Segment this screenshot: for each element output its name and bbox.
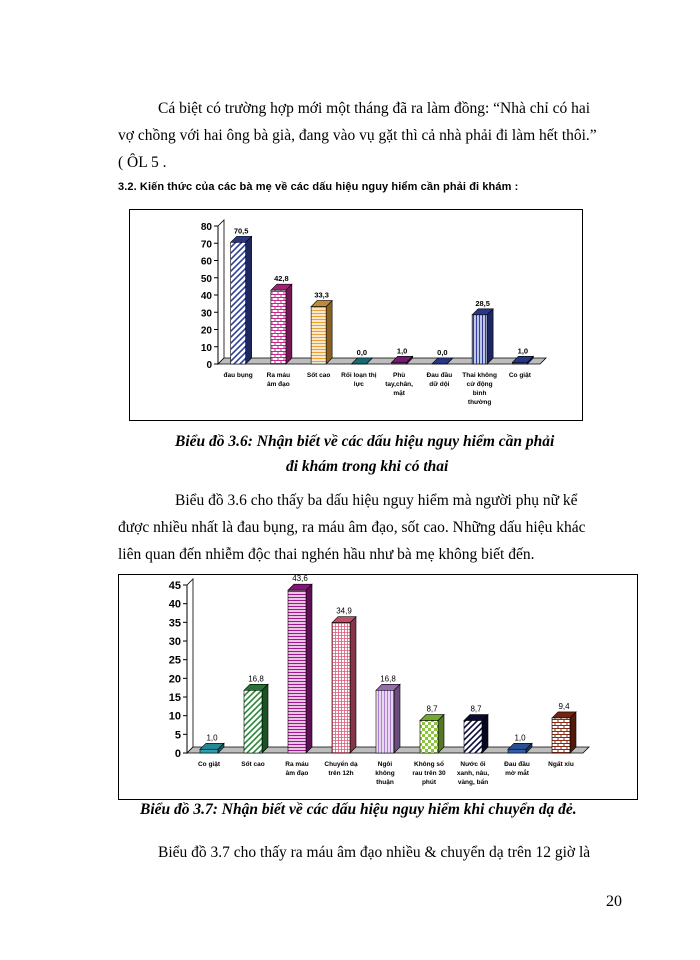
bar-front bbox=[271, 290, 286, 364]
data-label: 9,4 bbox=[558, 701, 570, 711]
data-label: 33,3 bbox=[314, 290, 329, 300]
x-tick-label: đau bụng bbox=[223, 372, 253, 379]
x-tick-label: Co giật bbox=[197, 761, 221, 768]
intro-line-1: Cá biệt có trường hợp mới một tháng đã ra làm đồng: “Nhà chỉ có hai bbox=[158, 100, 591, 117]
caption-3-6-line-2: đi khám trong khi có thai bbox=[286, 458, 449, 475]
y-tick-label: 50 bbox=[200, 273, 212, 285]
x-tick-label: Nước ối bbox=[460, 761, 486, 768]
bar bbox=[231, 236, 252, 364]
bar-side bbox=[394, 684, 400, 753]
y-tick-label: 60 bbox=[200, 256, 212, 268]
floor bbox=[218, 358, 546, 364]
y-tick-label: 45 bbox=[168, 580, 181, 592]
x-tick-label: Sốt cao bbox=[306, 372, 331, 379]
bar-side bbox=[326, 301, 332, 364]
x-tick-label: Chuyển dạ bbox=[324, 761, 358, 768]
paragraph-2-line-1: Biểu đồ 3.6 cho thấy ba dấu hiệu nguy hiểm mà người phụ nữ kể bbox=[175, 492, 578, 509]
y-tick-label: 10 bbox=[168, 710, 181, 723]
x-tick-label: mờ mắt bbox=[505, 770, 529, 777]
bar bbox=[420, 715, 444, 753]
x-tick-label: Thai không bbox=[462, 372, 497, 379]
y-tick-label: 5 bbox=[174, 729, 181, 742]
paragraph-2-line-2: được nhiều nhất là đau bụng, ra máu âm đạo, sốt cao. Những dấu hiệu khác bbox=[118, 519, 586, 536]
data-label: 42,8 bbox=[274, 274, 289, 284]
x-tick-label: xanh, nâu, bbox=[456, 770, 490, 777]
bar-front bbox=[244, 690, 262, 753]
chart-3-6 bbox=[130, 210, 582, 420]
x-tick-label: Đau đầu bbox=[426, 372, 453, 379]
bar-side bbox=[482, 715, 488, 753]
x-tick-label: thường bbox=[467, 399, 492, 406]
x-tick-label: vàng, bẩn bbox=[457, 779, 489, 786]
bar-front bbox=[200, 749, 218, 753]
chart-3-7-frame bbox=[118, 574, 638, 800]
x-tick-label: không bbox=[375, 770, 395, 777]
data-label: 1,0 bbox=[514, 733, 526, 743]
data-label: 70,5 bbox=[233, 226, 249, 236]
y-tick-label: 20 bbox=[168, 673, 181, 686]
bar-front bbox=[392, 362, 407, 364]
intro-line-3: ( ÔL 5 . bbox=[118, 154, 167, 171]
data-label: 28,5 bbox=[475, 298, 490, 308]
bar bbox=[311, 301, 332, 364]
y-tick-label: 15 bbox=[168, 692, 181, 704]
x-tick-label: mặt bbox=[393, 390, 405, 397]
x-tick-label: Ngôi bbox=[377, 761, 393, 768]
y-tick-label: 20 bbox=[200, 325, 212, 337]
y-tick-label: 0 bbox=[174, 748, 181, 760]
y-tick-label: 10 bbox=[200, 342, 212, 354]
y-tick-label: 40 bbox=[168, 598, 181, 611]
x-tick-label: Không sổ bbox=[414, 761, 444, 768]
bar-side bbox=[286, 284, 292, 364]
y-tick-label: 70 bbox=[200, 239, 212, 251]
x-tick-label: âm đạo bbox=[285, 770, 309, 777]
section-heading: 3.2. Kiến thức của các bà mẹ về các dấu hiệu nguy hiểm cần phải đi khám : bbox=[118, 181, 519, 193]
x-tick-label: dữ dội bbox=[429, 381, 450, 388]
y-tick-label: 80 bbox=[200, 222, 212, 233]
bar-front bbox=[231, 242, 246, 364]
data-label: 0,0 bbox=[437, 348, 448, 357]
data-label: 43,6 bbox=[292, 575, 308, 584]
bar-side bbox=[306, 584, 312, 753]
chart-3-6-frame bbox=[129, 209, 583, 421]
data-label: 8,7 bbox=[470, 704, 482, 714]
x-tick-label: Ngất xỉu bbox=[548, 761, 574, 768]
bar-front bbox=[464, 721, 482, 753]
bar-front bbox=[552, 718, 570, 753]
x-tick-label: Ra máu bbox=[285, 761, 309, 768]
caption-3-7: Biểu đồ 3.7: Nhận biết về các dấu hiệu nguy hiểm khi chuyển dạ đẻ. bbox=[140, 801, 577, 818]
bar-side bbox=[487, 309, 493, 364]
bar bbox=[472, 309, 493, 364]
side-wall bbox=[218, 220, 224, 364]
bar bbox=[464, 715, 488, 753]
y-tick-label: 30 bbox=[168, 636, 181, 648]
bar-side bbox=[246, 236, 252, 364]
bar bbox=[244, 684, 268, 753]
bar-front bbox=[376, 690, 394, 753]
x-tick-label: rau trên 30 bbox=[412, 770, 446, 777]
bar-front bbox=[332, 623, 350, 753]
x-tick-label: Đau đầu bbox=[504, 761, 530, 768]
data-label: 16,8 bbox=[248, 674, 264, 684]
x-tick-label: Co giật bbox=[508, 372, 531, 379]
bar-side bbox=[438, 715, 444, 753]
data-label: 1,0 bbox=[206, 733, 218, 743]
bar-front bbox=[508, 749, 526, 753]
bar bbox=[552, 712, 576, 753]
data-label: 1,0 bbox=[396, 346, 408, 356]
data-label: 8,7 bbox=[426, 704, 438, 714]
x-tick-label: Rối loạn thị bbox=[341, 372, 377, 379]
side-wall bbox=[187, 579, 193, 753]
data-label: 34,9 bbox=[336, 606, 352, 616]
intro-line-2: vợ chồng với hai ông bà già, đang vào vụ gặt thì cả nhà phải đi làm hết thôi.” bbox=[118, 127, 597, 144]
data-label: 1,0 bbox=[517, 346, 529, 356]
x-tick-label: Sốt cao bbox=[241, 761, 265, 768]
bar-front bbox=[472, 315, 487, 364]
data-label: 0,0 bbox=[356, 348, 368, 357]
bar-side bbox=[350, 617, 356, 753]
bar-front bbox=[420, 721, 438, 753]
bar-side bbox=[262, 684, 268, 753]
bar bbox=[332, 617, 356, 753]
x-tick-label: thuận bbox=[376, 779, 394, 786]
y-tick-label: 40 bbox=[200, 291, 212, 302]
bar-side bbox=[570, 712, 576, 753]
x-tick-label: âm đạo bbox=[266, 381, 290, 388]
y-tick-label: 0 bbox=[206, 360, 212, 371]
bar-front bbox=[311, 307, 326, 364]
bar-front bbox=[512, 362, 527, 364]
bar bbox=[376, 684, 400, 753]
y-tick-label: 35 bbox=[168, 617, 181, 630]
x-tick-label: lực bbox=[353, 381, 364, 388]
paragraph-2-line-3: liên quan đến nhiễm độc thai nghén hầu như bà mẹ không biết đến. bbox=[118, 546, 535, 563]
caption-3-6-line-1: Biểu đồ 3.6: Nhận biết về các dấu hiệu nguy hiểm cần phải bbox=[175, 433, 555, 450]
chart-3-7 bbox=[119, 575, 637, 799]
x-tick-label: Phù bbox=[392, 372, 406, 379]
paragraph-3: Biểu đồ 3.7 cho thấy ra máu âm đạo nhiều & chuyển dạ trên 12 giờ là bbox=[158, 844, 591, 861]
x-tick-label: bình bbox=[472, 390, 487, 397]
x-tick-label: cử động bbox=[466, 381, 493, 388]
y-tick-label: 25 bbox=[168, 654, 181, 667]
x-tick-label: trên 12h bbox=[328, 770, 354, 777]
bar-front bbox=[288, 590, 306, 753]
x-tick-label: tay,chân, bbox=[385, 381, 413, 388]
page-number: 20 bbox=[606, 893, 622, 910]
x-tick-label: phút bbox=[421, 779, 437, 786]
x-tick-label: Ra máu bbox=[266, 372, 291, 379]
y-tick-label: 30 bbox=[200, 308, 212, 320]
bar bbox=[271, 284, 292, 364]
data-label: 16,8 bbox=[380, 674, 396, 684]
bar bbox=[288, 584, 312, 753]
